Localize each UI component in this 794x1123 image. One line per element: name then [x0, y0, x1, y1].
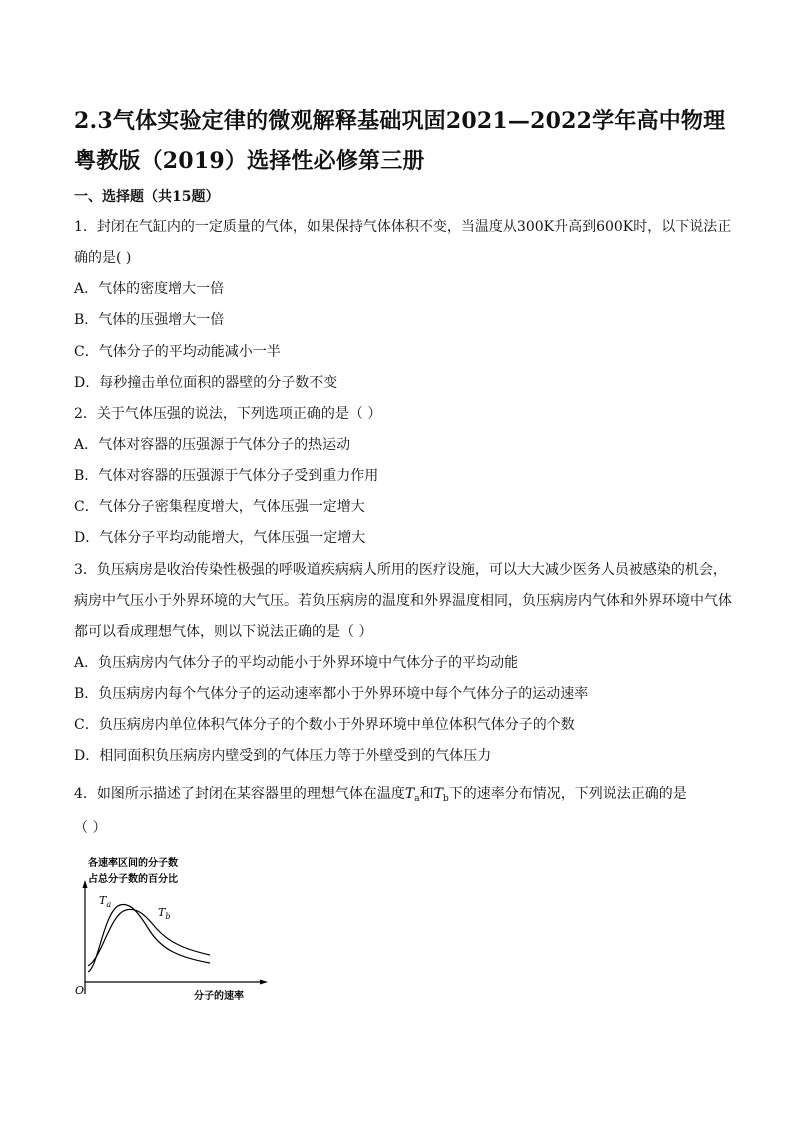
question-2-option-c: C．气体分子密集程度增大，气体压强一定增大 — [74, 499, 365, 515]
curve-tb-label-letter: T — [158, 906, 166, 919]
curve-ta-label — [99, 894, 111, 909]
figure-origin-label: O — [75, 984, 85, 997]
question-1-option-b: B．气体的压强增大一倍 — [74, 312, 225, 328]
question-2-option-b: B．气体对容器的压强源于气体分子受到重力作用 — [74, 468, 379, 484]
curve-ta-label-letter: T — [99, 894, 107, 907]
section-heading: 一、选择题（共15题） — [74, 189, 220, 205]
question-1-option-a: A．气体的密度增大一倍 — [74, 281, 225, 297]
figure-y-axis-arrow — [83, 880, 88, 888]
figure-y-label-line1: 各速率区间的分子数 — [88, 858, 178, 869]
question-4-conjunction: 和 — [419, 786, 434, 802]
question-3-option-c: C．负压病房内单位体积气体分子的个数小于外界环境中单位体积气体分子的个数 — [74, 717, 575, 733]
question-4-answer-blank: （ ） — [74, 820, 107, 836]
curve-tb-label-sub: b — [165, 912, 171, 921]
document-title: 2.3气体实验定律的微观解释基础巩固2021—2022学年高中物理粤教版（2019）选择性必修第三册 — [74, 108, 726, 174]
figure-y-label-line2: 占总分子数的百分比 — [88, 874, 178, 885]
question-2-option-a: A．气体对容器的压强源于气体分子的热运动 — [74, 437, 351, 453]
question-2-stem: 2．关于气体压强的说法，下列选项正确的是（ ） — [74, 406, 382, 422]
question-3-option-a: A．负压病房内气体分子的平均动能小于外界环境中气体分子的平均动能 — [74, 655, 519, 671]
figure-x-label: 分子的速率 — [194, 991, 244, 1002]
question-4-stem — [74, 784, 687, 809]
question-4-stem-before: 4．如图所示描述了封闭在某容器里的理想气体在温度 — [74, 786, 405, 802]
speed-distribution-figure — [72, 852, 272, 1012]
temperature-symbol-b: T — [433, 786, 443, 802]
question-3-stem: 3．负压病房是收治传染性极强的呼吸道疾病病人所用的医疗设施，可以大大减少医务人员被感染的机会，病房中气压小于外界环境的大气压。若负压病房的温度和外界温度相同，负压病房内气体和外界环境中气体都可以看成理想气体，则以下说法正确的是（ ） — [74, 562, 732, 640]
figure-x-axis-arrow — [260, 980, 268, 985]
temperature-subscript-b: b — [442, 794, 449, 804]
question-1-stem: 1．封闭在气缸内的一定质量的气体，如果保持气体体积不变，当温度从300K升高到600K时，以下说法正确的是( ) — [74, 219, 732, 266]
question-1-option-c: C．气体分子的平均动能减小一半 — [74, 344, 281, 360]
curve-tb — [88, 909, 210, 966]
curve-ta-label-sub: a — [106, 900, 112, 909]
question-3-option-b: B．负压病房内每个气体分子的运动速率都小于外界环境中每个气体分子的运动速率 — [74, 686, 589, 702]
question-1-option-d: D．每秒撞击单位面积的器壁的分子数不变 — [74, 375, 338, 391]
temperature-symbol-a: T — [404, 786, 415, 802]
question-3-option-d: D．相同面积负压病房内壁受到的气体压力等于外壁受到的气体压力 — [74, 748, 492, 764]
curve-tb-label — [158, 906, 170, 921]
question-4-stem-after: 下的速率分布情况，下列说法正确的是 — [448, 786, 687, 802]
temperature-subscript-a: a — [414, 794, 420, 804]
curve-ta — [88, 904, 210, 972]
question-2-option-d: D．气体分子平均动能增大，气体压强一定增大 — [74, 530, 366, 546]
